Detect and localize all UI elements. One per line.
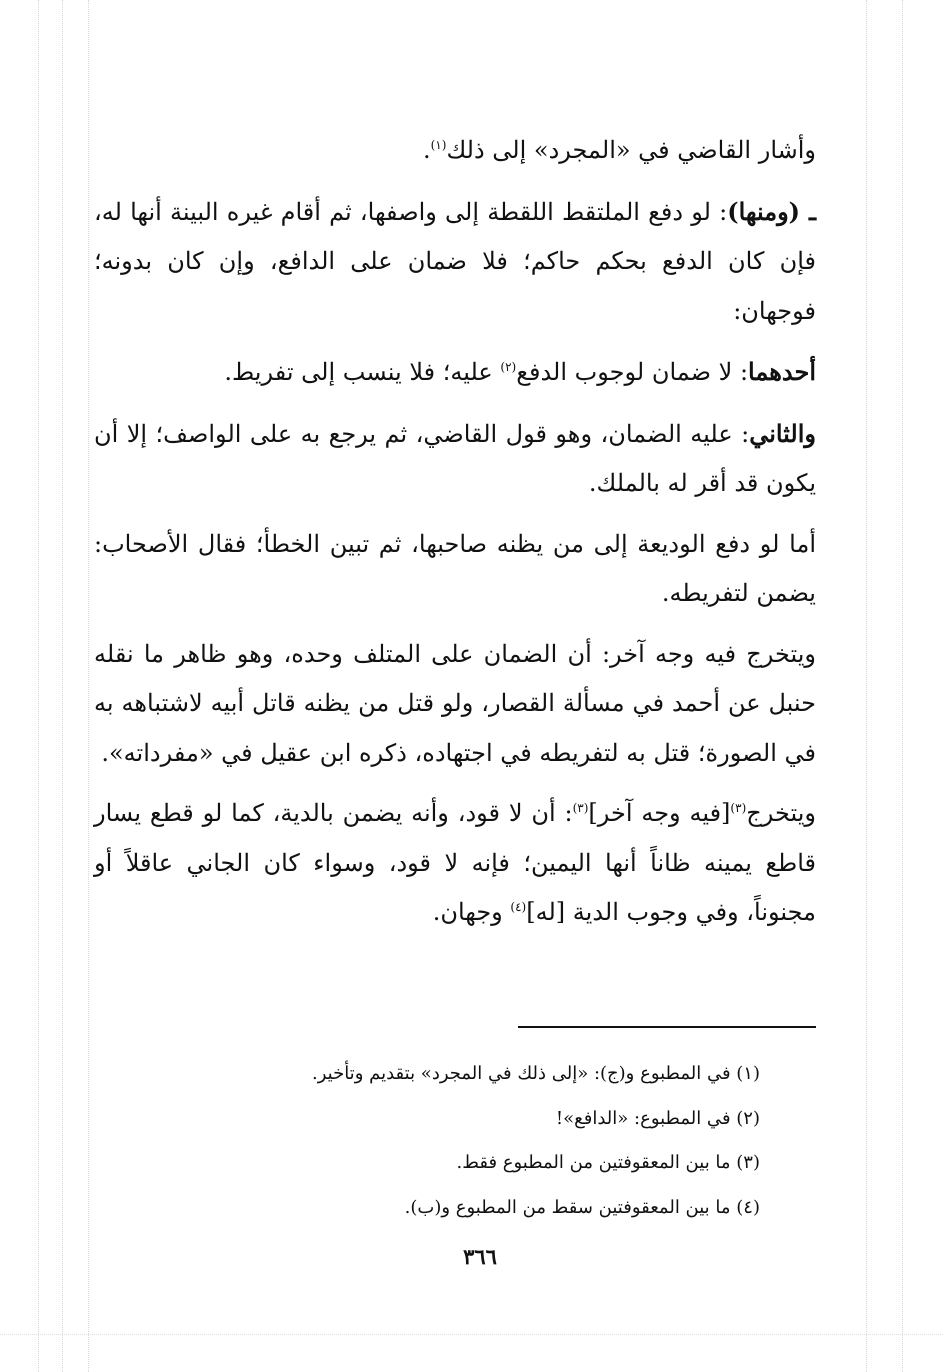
footnote-separator [518,1026,816,1028]
paragraph [94,789,816,938]
paragraph-lead: أحدهما [748,357,816,386]
scan-guide [0,1334,943,1335]
paragraph-text: : لو دفع الملتقط اللقطة إلى واصفها، ثم أقام غيره البينة أنها له، فإن كان الدفع بحكم حاكم؛ فلا ضمان على الدافع، وإن كان بدونه؛ فوجهان: [94,197,816,325]
footnote-marker: (١) [430,138,447,152]
scan-guide [902,0,903,1372]
main-text [94,126,816,949]
footnote-marker: (٤) [510,900,527,914]
footnotes [160,1052,760,1230]
paragraph-lead: والثاني [749,418,816,448]
footnote-marker: (٣) [730,801,747,815]
footnote: (٣) ما بين المعقوفتين من المطبوع فقط. [456,1152,760,1173]
scan-guide [38,0,39,1372]
paragraph-text: ويتخرج [746,799,816,827]
footnote-marker: (٢) [500,360,517,374]
paragraph-tail: : أن لا قود، وأنه يضمن بالدية، كما لو قطع يسار قاطع يمينه ظاناً أنها اليمين؛ فإنه لا قود، وسواء كان الجاني عاقلاً أو مجنوناً، وفي وجوب الدية [له] [94,799,816,926]
footnote: (٤) ما بين المعقوفتين سقط من المطبوع و(ب). [404,1196,760,1218]
page-number: ٣٦٦ [463,1244,497,1269]
paragraph-tail: . [422,136,431,164]
paragraph [94,187,816,337]
paragraph-tail: وجهان. [432,898,511,926]
scan-guide [866,0,867,1372]
paragraph [94,347,816,398]
footnote: (٢) في المطبوع: «الدافع»! [555,1107,760,1129]
paragraph-tail: [فيه وجه آخر] [588,799,731,827]
paragraph [94,630,816,779]
scan-guide [62,0,63,1372]
paragraph-text: : لا ضمان لوجوب الدفع [516,358,749,386]
footnote: (١) في المطبوع و(ج): «إلى ذلك في المجرد» بتقديم وتأخير. [311,1063,760,1084]
paragraph-text: ويتخرج فيه وجه آخر: أن الضمان على المتلف وحده، وهو ظاهر ما نقله حنبل عن أحمد في مسألة القصار، ولو قتل من يظنه قاتل أبيه لاشتباهه به في الصورة؛ قتل به لتفريطه في اجتهاده، ذكره ابن عقيل في «مفرداته». [94,639,817,767]
paragraph [94,126,816,176]
paragraph-tail: عليه؛ فلا ينسب إلى تفريط. [224,358,501,386]
paragraph-lead: ـ (ومنها) [727,196,816,226]
paragraph-text: أما لو دفع الوديعة إلى من يظنه صاحبها، ثم تبين الخطأ؛ فقال الأصحاب: يضمن لتفريطه. [94,529,816,607]
paragraph [94,409,816,509]
paragraph-text: وأشار القاضي في «المجرد» إلى ذلك [446,136,816,164]
paragraph [94,520,816,619]
scan-guide [88,0,89,1372]
footnote-marker: (٣) [572,801,589,815]
paragraph-text: : عليه الضمان، وهو قول القاضي، ثم يرجع به على الواصف؛ إلا أن يكون قد أقر له بالملك. [94,419,816,497]
